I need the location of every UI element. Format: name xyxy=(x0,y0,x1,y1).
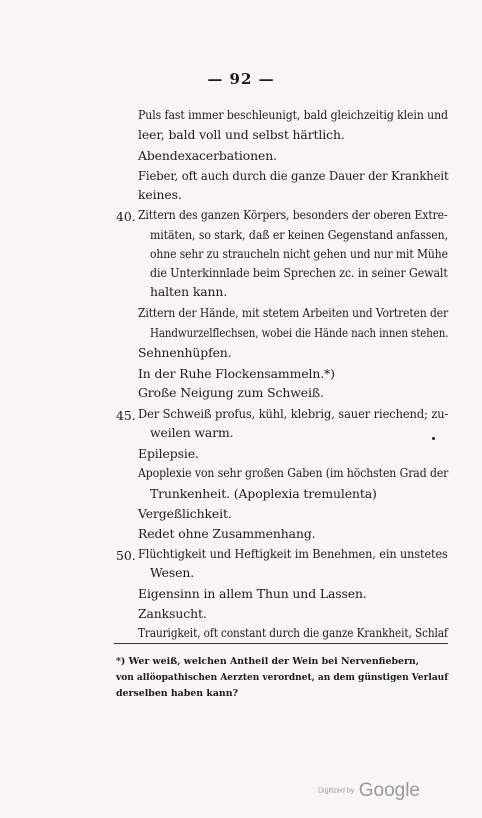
text-line: weilen warm. xyxy=(150,425,234,440)
text-line: Flüchtigkeit und Heftigkeit im Benehmen, ein unstetes xyxy=(138,546,448,561)
text-line: Zittern der Hände, mit stetem Arbeiten und Vortreten der xyxy=(138,305,449,320)
text-line: Eigensinn in allem Thun und Lassen. xyxy=(138,586,367,601)
footnote-line: *) Wer weiß, welchen Antheil der Wein bei Nervenfiebern, xyxy=(116,656,419,667)
text-line: Trunkenheit. (Apoplexia tremulenta) xyxy=(150,486,377,501)
text-line: In der Ruhe Flockensammeln.*) xyxy=(138,366,335,381)
text-line: Sehnenhüpfen. xyxy=(138,345,232,360)
text-line: Vergeßlichkeit. xyxy=(138,506,232,521)
text-line: Handwurzelflechsen, wobei die Hände nach innen stehen. xyxy=(150,325,449,340)
ink-speck xyxy=(432,437,435,440)
text-line: Puls fast immer beschleunigt, bald gleichzeitig klein und xyxy=(138,107,448,122)
digitized-watermark xyxy=(318,780,420,802)
text-line: die Unterkinnlade beim Sprechen zc. in seiner Gewalt xyxy=(150,265,448,280)
line-number-40: 40. xyxy=(116,209,136,224)
text-line: ohne sehr zu straucheln nicht gehen und nur mit Mühe xyxy=(150,246,448,261)
text-line: leer, bald voll und selbst härtlich. xyxy=(138,127,345,142)
watermark-prefix: Digitized by xyxy=(318,787,355,795)
text-line: Traurigkeit, oft constant durch die ganze Krankheit, Schlaf xyxy=(138,625,448,640)
line-number-50: 50. xyxy=(116,548,136,563)
text-line: Epilepsie. xyxy=(138,446,199,461)
text-line: Große Neigung zum Schweiß. xyxy=(138,385,324,400)
text-line: halten kann. xyxy=(150,284,228,299)
footnote-line: derselben haben kann? xyxy=(116,688,239,699)
google-logo: Google xyxy=(358,780,420,801)
text-line: Fieber, oft auch durch die ganze Dauer der Krankheit xyxy=(138,168,449,183)
footnote-line: von allöopathischen Aerzten verordnet, an dem günstigen Verlauf xyxy=(116,672,449,683)
text-line: Apoplexie von sehr großen Gaben (im höchsten Grad der xyxy=(138,465,449,480)
page-number-header: — 92 — xyxy=(207,70,275,88)
line-number-45: 45. xyxy=(116,408,136,423)
text-line: keines. xyxy=(138,187,182,202)
text-line: Abendexacerbationen. xyxy=(138,148,277,163)
text-line: Redet ohne Zusammenhang. xyxy=(138,526,316,541)
text-line: mitäten, so stark, daß er keinen Gegenstand anfassen, xyxy=(150,227,449,242)
text-line: Zanksucht. xyxy=(138,606,207,621)
footnote-divider xyxy=(114,643,448,644)
text-line: Zittern des ganzen Körpers, besonders der oberen Extre- xyxy=(138,207,448,222)
text-line: Wesen. xyxy=(150,565,195,580)
text-line: Der Schweiß profus, kühl, klebrig, sauer riechend; zu- xyxy=(138,406,449,421)
